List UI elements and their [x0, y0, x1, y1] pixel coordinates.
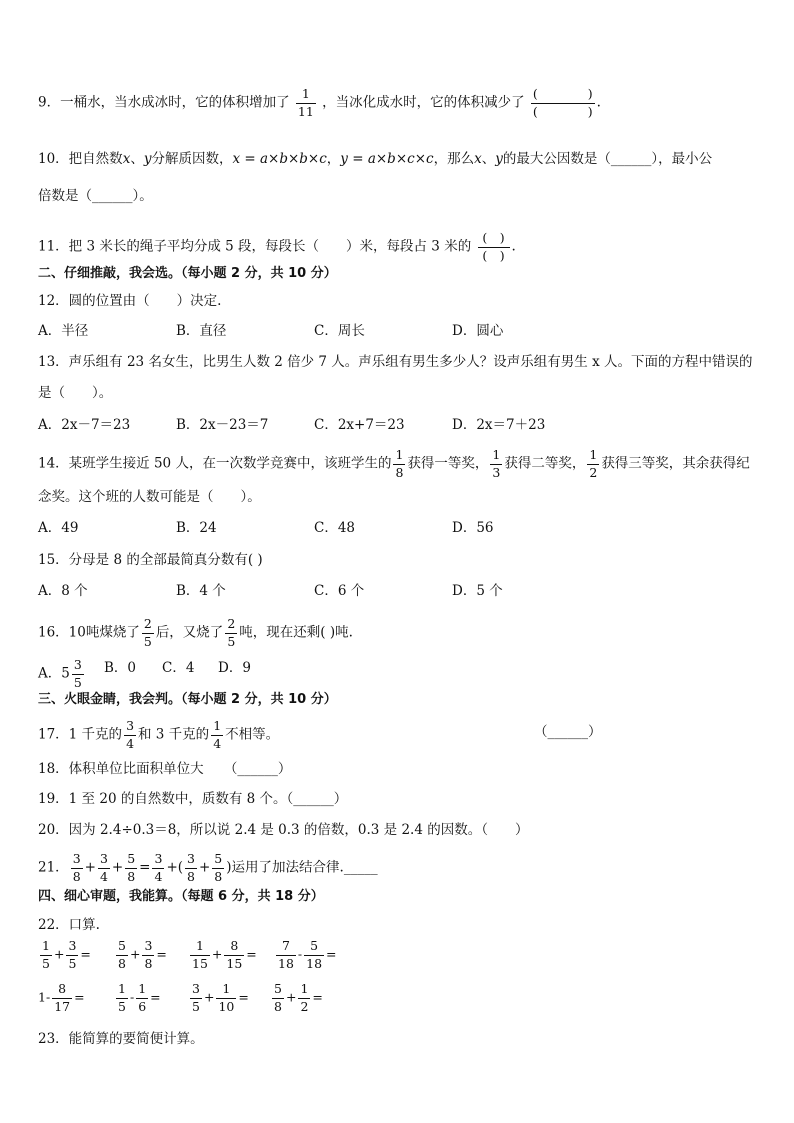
frac-f: $\frac{5}{8}$: [214, 851, 223, 884]
calc-3[interactable]: $\frac{1}{15}$ + $\frac{8}{15}$ =: [192, 938, 257, 971]
q15-option-a[interactable]: A．8 个: [38, 583, 88, 599]
q12-option-b[interactable]: B．直径: [176, 323, 227, 339]
q16-option-a[interactable]: A．5 $\frac{3}{5}$: [38, 657, 82, 690]
calc-7[interactable]: $\frac{3}{5}$ + $\frac{1}{10}$ =: [192, 981, 249, 1014]
q13-option-a[interactable]: A．2x－7＝23: [38, 417, 131, 433]
calc-2[interactable]: $\frac{5}{8}$ + $\frac{3}{8}$ =: [118, 938, 167, 971]
var-y: y: [143, 151, 152, 167]
fraction-2-5-second: $\frac{2}{5}$: [227, 616, 236, 649]
question-22-title: 22．口算.: [38, 917, 100, 933]
q11-text[interactable]: 11．把 3 米长的绳子平均分成 5 段，每段长（ ）米，每段占 3 米的: [38, 238, 472, 255]
equation-x: x = a×b×b×c: [232, 151, 327, 167]
calc-1[interactable]: $\frac{1}{5}$ + $\frac{3}{5}$ =: [42, 938, 91, 971]
fraction-3-5: $\frac{3}{5}$: [73, 657, 82, 690]
question-19[interactable]: 19．1 至 20 的自然数中，质数有 8 个。（______）: [38, 791, 348, 807]
question-16: 16．10吨煤烧了 $\frac{2}{5}$ 后，又烧了 $\frac{2}{5}$ 吨，现在还剩( )吨.: [38, 616, 353, 649]
q9-text-mid: ，当冰化成水时，它的体积减少了: [322, 94, 525, 111]
question-23: 23．能简算的要简便计算。: [38, 1031, 204, 1047]
q15-option-b[interactable]: B．4 个: [176, 583, 226, 599]
fraction-1-2: $\frac{1}{2}$: [589, 447, 598, 480]
frac-b: $\frac{3}{4}$: [99, 851, 108, 884]
q12-option-d[interactable]: D．圆心: [452, 323, 504, 339]
frac-e: $\frac{3}{8}$: [187, 851, 195, 884]
question-14-line-1: 14．某班学生接近 50 人，在一次数学竞赛中，该班学生的 $\frac{1}{8}$ 获得一等奖， $\frac{1}{3}$ 获得二等奖， $\frac{1}{2}$ 获得三等奖，其余获得纪: [38, 447, 750, 480]
fraction-2-5: $\frac{2}{5}$: [143, 616, 152, 649]
q12-option-c[interactable]: C．周长: [314, 323, 365, 339]
q16-option-c[interactable]: C．4: [162, 660, 195, 676]
fraction-3-4: $\frac{3}{4}$: [126, 718, 135, 751]
question-11: 11．把 3 米长的绳子平均分成 5 段，每段长（ ）米，每段占 3 米的 $\frac{( )}{( )}$ .: [38, 230, 516, 263]
q16-option-d[interactable]: D．9: [218, 660, 251, 676]
question-10-line-1: 10．把自然数x、y分解质因数，x = a×b×b×c，y = a×b×c×c，那么x、y的最大公因数是（______），最小公: [38, 151, 713, 167]
question-14-line-2: 念奖。这个班的人数可能是（ ）。: [38, 489, 261, 505]
q13-option-b[interactable]: B．2x－23＝7: [176, 417, 269, 433]
q10-gcd-blank[interactable]: 的最大公因数是（______），最小公: [502, 151, 713, 167]
q14-option-c[interactable]: C．48: [314, 520, 356, 536]
q9-answer-blank[interactable]: $\frac{( )}{( )}$: [532, 86, 593, 119]
calc-8[interactable]: $\frac{5}{8}$ + $\frac{1}{2}$ =: [274, 981, 323, 1014]
q15-option-c[interactable]: C．6 个: [314, 583, 365, 599]
fraction-1-8: $\frac{1}{8}$: [395, 447, 404, 480]
section-4-heading: 四、细心审题，我能算。（每题 6 分，共 18 分）: [38, 889, 324, 904]
q11-fraction-blank[interactable]: $\frac{( )}{( )}$: [478, 232, 510, 262]
q13-option-c[interactable]: C．2x+7＝23: [314, 417, 405, 433]
q15-option-d[interactable]: D．5 个: [452, 583, 503, 599]
question-9: 9．一桶水，当水成冰时，它的体积增加了 $\frac{1}{11}$ ，当冰化成水时，它的体积减少了 $\frac{( )}{( )}$ .: [38, 86, 601, 119]
q9-text: 9．一桶水，当水成冰时，它的体积增加了: [38, 94, 290, 111]
fraction-1-11: $\frac{1}{11}$: [297, 86, 314, 119]
frac-a: $\frac{3}{8}$: [72, 851, 81, 884]
q17-answer-blank[interactable]: （______）: [534, 724, 602, 740]
frac-d: $\frac{3}{4}$: [154, 851, 163, 884]
q14-option-a[interactable]: A．49: [38, 520, 79, 536]
question-15: 15．分母是 8 的全部最简真分数有( ): [38, 552, 263, 568]
fraction-1-4: $\frac{1}{4}$: [213, 718, 222, 751]
section-2-heading: 二、仔细推敲，我会选。（每小题 2 分，共 10 分）: [38, 266, 337, 281]
calc-4[interactable]: $\frac{7}{18}$ - $\frac{5}{18}$ =: [278, 938, 337, 971]
question-17: 17．1 千克的 $\frac{3}{4}$ 和 3 千克的 $\frac{1}{4}$ 不相等。: [38, 718, 280, 751]
question-10-line-2[interactable]: 倍数是（______）。: [38, 188, 153, 204]
q13-option-d[interactable]: D．2x＝7＋23: [452, 417, 546, 433]
q14-option-d[interactable]: D．56: [452, 520, 494, 536]
question-21: 21． $\frac{3}{8}$ + $\frac{3}{4}$ + $\frac{5}{8}$ = $\frac{3}{4}$ +( $\frac{3}{8}$ + $\frac{5}{8}$ )运用了加法结合律._____: [38, 851, 378, 884]
section-3-heading: 三、火眼金睛，我会判。（每小题 2 分，共 10 分）: [38, 692, 337, 707]
question-13-line-1: 13．声乐组有 23 名女生，比男生人数 2 倍少 7 人。声乐组有男生多少人？设声乐组有男生 x 人。下面的方程中错误的: [38, 354, 753, 370]
calc-5[interactable]: 1- $\frac{8}{17}$ =: [38, 981, 85, 1014]
var-x: x: [122, 151, 131, 167]
fraction-1-3: $\frac{1}{3}$: [492, 447, 501, 480]
equation-y: y = a×b×c×c: [340, 151, 434, 167]
q16-option-b[interactable]: B．0: [104, 660, 137, 676]
calc-6[interactable]: $\frac{1}{5}$ - $\frac{1}{6}$ =: [118, 981, 161, 1014]
question-18[interactable]: 18．体积单位比面积单位大 （______）: [38, 761, 292, 777]
q12-option-a[interactable]: A．半径: [38, 323, 89, 339]
question-20[interactable]: 20．因为 2.4÷0.3＝8，所以说 2.4 是 0.3 的倍数，0.3 是 2.4 的因数。（ ）: [38, 822, 529, 838]
q14-option-b[interactable]: B．24: [176, 520, 217, 536]
question-13-line-2: 是（ ）。: [38, 385, 113, 401]
q21-answer-blank[interactable]: _____: [343, 859, 378, 876]
question-12: 12．圆的位置由（ ）决定.: [38, 293, 222, 309]
frac-c: $\frac{5}{8}$: [127, 851, 136, 884]
